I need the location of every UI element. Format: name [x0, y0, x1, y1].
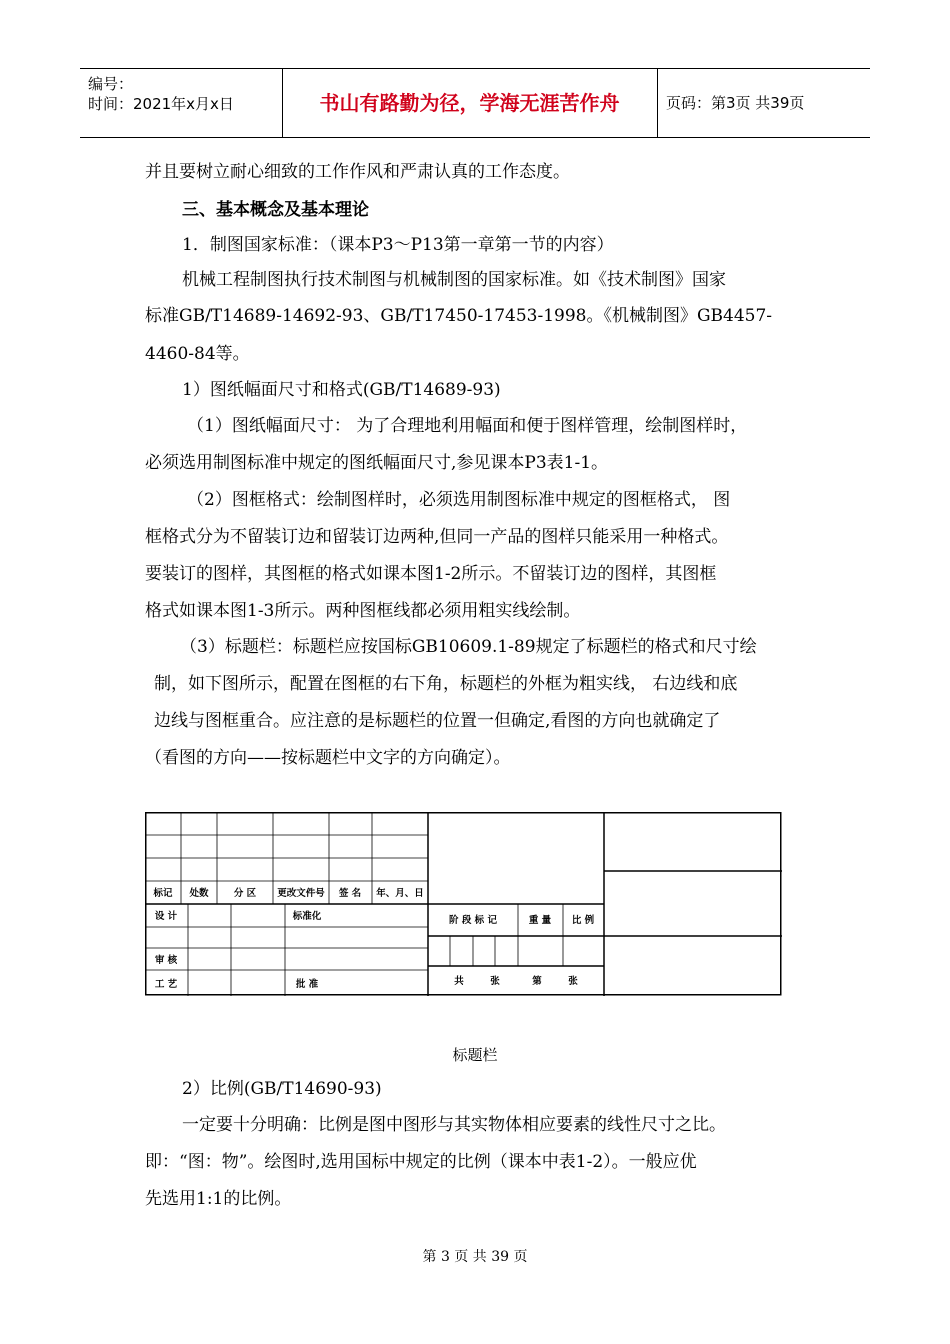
paragraph-line: （看图的方向——按标题栏中文字的方向确定）。 — [145, 748, 511, 768]
tb-bili: 比 例 — [571, 915, 595, 926]
time-label: 时间：2021年x月x日 — [88, 95, 234, 113]
paragraph-line: 制，如下图所示，配置在图框的右下角，标题栏的外框为粗实线， 右边线和底 — [154, 674, 738, 694]
subsection-heading: 1．制图国家标准：（课本P3～P13第一章第一节的内容） — [182, 235, 614, 255]
paragraph-line: 边线与图框重合。应注意的是标题栏的位置一但确定,看图的方向也就确定了 — [154, 711, 721, 731]
tb-qianming: 签 名 — [338, 888, 362, 899]
paragraph-line: 一定要十分明确：比例是图中图形与其实物体相应要素的线性尺寸之比。 — [182, 1115, 726, 1135]
paragraph-line: 4460-84等。 — [145, 344, 250, 364]
title-block-figure — [145, 812, 782, 1000]
tb-di: 第 — [532, 976, 542, 987]
paragraph-line: 必须选用制图标准中规定的图纸幅面尺寸,参见课本P3表1-1。 — [145, 453, 609, 473]
tb-chushu: 处数 — [189, 888, 209, 899]
tb-pizhun: 批 准 — [295, 979, 319, 990]
title-block-drawing — [145, 812, 782, 996]
tb-zhang1: 张 — [490, 976, 500, 987]
paragraph-line: 即：“图：物”。绘图时,选用国标中规定的比例（课本中表1-2）。一般应优 — [145, 1152, 697, 1172]
header-page-info: 页码：第3页 共39页 — [666, 94, 805, 112]
tb-fenqu: 分 区 — [233, 888, 257, 899]
paragraph-line: 并且要树立耐心细致的工作作风和严肃认真的工作态度。 — [145, 162, 570, 182]
figure-caption: 标题栏 — [452, 1046, 498, 1064]
tb-biaoji: 标记 — [153, 888, 173, 899]
paragraph-line: 机械工程制图执行技术制图与机械制图的国家标准。如《技术制图》国家 — [182, 270, 726, 290]
number-label: 编号： — [88, 75, 134, 93]
subsection-heading: 2）比例(GB/T14690-93) — [182, 1079, 382, 1099]
page-header — [80, 68, 870, 138]
paragraph-line: （1）图纸幅面尺寸： 为了合理地利用幅面和便于图样管理，绘制图样时， — [187, 416, 748, 436]
tb-sheji: 设 计 — [154, 911, 178, 922]
paragraph-line: 先选用1:1的比例。 — [145, 1189, 292, 1209]
paragraph-line: 要装订的图样，其图框的格式如课本图1-2所示。不留装订边的图样，其图框 — [145, 564, 717, 584]
tb-jieduan: 阶 段 标 记 — [449, 915, 497, 926]
header-meta — [80, 69, 283, 137]
paragraph-line: 标准GB/T14689-14692-93、GB/T17450-17453-1998。《机械制图》GB4457- — [145, 306, 773, 326]
subsection-heading: 1）图纸幅面尺寸和格式(GB/T14689-93) — [182, 380, 501, 400]
tb-shenhe: 审 核 — [154, 955, 178, 966]
page-footer: 第 3 页 共 39 页 — [422, 1249, 528, 1265]
section-heading: 三、基本概念及基本理论 — [182, 200, 369, 220]
tb-zhang2: 张 — [568, 976, 578, 987]
tb-zhongliang: 重 量 — [528, 915, 552, 926]
tb-gong: 共 — [454, 976, 464, 987]
tb-biaozhunhua: 标准化 — [292, 911, 322, 922]
paragraph-line: （2）图框格式：绘制图样时，必须选用制图标准中规定的图框格式， 图 — [187, 490, 731, 510]
tb-gengai: 更改文件号 — [277, 888, 325, 899]
header-motto: 书山有路勤为径，学海无涯苦作舟 — [282, 69, 658, 137]
paragraph-line: 框格式分为不留装订边和留装订边两种,但同一产品的图样只能采用一种格式。 — [145, 527, 729, 547]
paragraph-line: 格式如课本图1-3所示。两种图框线都必须用粗实线绘制。 — [145, 601, 581, 621]
tb-nianyueri: 年、月、日 — [376, 888, 424, 899]
tb-gongyi: 工 艺 — [154, 979, 178, 990]
paragraph-line: （3）标题栏：标题栏应按国标GB10609.1-89规定了标题栏的格式和尺寸绘 — [180, 637, 757, 657]
